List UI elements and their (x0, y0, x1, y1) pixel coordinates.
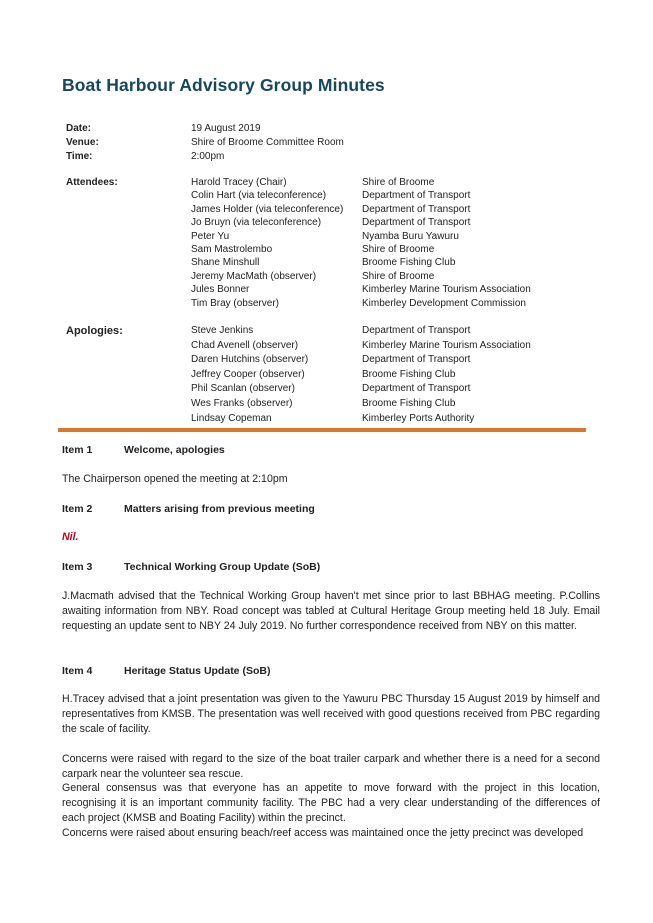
item-title: Welcome, apologies (124, 444, 225, 456)
item-title: Technical Working Group Update (SoB) (124, 561, 321, 573)
apology-name: Steve Jenkins (191, 325, 254, 336)
attendee-name: Shane Minshull (191, 257, 260, 269)
attendee-name: Peter Yu (191, 230, 230, 242)
date-row (66, 122, 344, 136)
attendee-name: Harold Tracey (Chair) (191, 177, 287, 188)
apology-name: Phil Scanlan (observer) (191, 383, 295, 395)
item-number: Item 2 (62, 503, 93, 515)
item-4-body-p1: H.Tracey advised that a joint presentation was given to the Yawuru PBC Thursday 15 August 2019 by himself and representatives from KMSB. The presentation was well received with good questions received from PBC regarding the scale of facility. (62, 693, 600, 736)
apology-name: Wes Franks (observer) (191, 397, 293, 409)
venue-row (66, 136, 344, 150)
item-4-body-p3: General consensus was that everyone has an appetite to move forward with the project in this location, recognising it is an important community facility. The PBC had a very clear understanding of the differences of each project (KMSB and Boating Facility) within the precinct. (62, 782, 600, 825)
apology-org: Department of Transport (362, 325, 471, 336)
attendee-row (66, 216, 562, 229)
item-1-heading (62, 444, 225, 456)
attendee-org: Department of Transport (362, 203, 471, 215)
attendee-row (66, 256, 562, 269)
apology-row (66, 353, 562, 368)
item-title: Matters arising from previous meeting (124, 503, 315, 515)
attendee-org: Kimberley Development Commission (362, 297, 526, 309)
item-number: Item 4 (62, 665, 93, 677)
apology-row (66, 397, 562, 412)
apology-org: Broome Fishing Club (362, 397, 456, 409)
attendee-row (66, 230, 562, 243)
item-3-body: J.Macmath advised that the Technical Working Group haven't met since prior to last BBHAG meeting. P.Collins awaiting information from NBY. Road concept was tabled at Cultural Heritage Group meeting held 18 July. Email requesting an update sent to NBY 24 July 2019. No further correspondence received from NBY on this matter. (62, 590, 600, 633)
attendee-name: Jules Bonner (191, 284, 250, 296)
attendees-label: Attendees: (66, 177, 118, 188)
apology-name: Lindsay Copeman (191, 412, 272, 424)
attendee-name: Jeremy MacMath (observer) (191, 270, 317, 282)
venue-value: Shire of Broome Committee Room (191, 137, 344, 148)
meeting-details (66, 122, 344, 164)
attendee-org: Shire of Broome (362, 270, 435, 282)
apology-row (66, 368, 562, 383)
attendees-list (66, 176, 562, 310)
attendee-row (66, 243, 562, 256)
attendee-org: Department of Transport (362, 217, 471, 229)
attendee-org: Shire of Broome (362, 243, 435, 255)
item-2-body: Nil. (62, 531, 79, 543)
item-number: Item 1 (62, 444, 93, 456)
attendee-row (66, 283, 562, 296)
attendee-name: Tim Bray (observer) (191, 297, 279, 309)
attendee-name: Sam Mastrolembo (191, 243, 273, 255)
section-divider (58, 428, 586, 432)
apology-org: Department of Transport (362, 383, 471, 395)
attendee-name: Jo Bruyn (via teleconference) (191, 217, 322, 229)
attendee-name: Colin Hart (via teleconference) (191, 190, 327, 202)
attendee-name: James Holder (via teleconference) (191, 203, 344, 215)
item-4-heading (62, 665, 270, 677)
attendee-row (66, 203, 562, 216)
apology-org: Kimberley Ports Authority (362, 412, 475, 424)
time-label: Time: (66, 151, 93, 162)
attendee-row (66, 176, 562, 189)
item-4-body-p4: Concerns were raised about ensuring beach/reef access was maintained once the jetty precinct was developed (62, 827, 584, 839)
attendee-org: Nyamba Buru Yawuru (362, 230, 459, 242)
item-number: Item 3 (62, 561, 93, 573)
date-value: 19 August 2019 (191, 123, 261, 134)
item-2-heading (62, 503, 315, 515)
attendee-row (66, 270, 562, 283)
time-value: 2:00pm (191, 151, 225, 162)
attendee-org: Kimberley Marine Tourism Association (362, 284, 531, 296)
apology-name: Chad Avenell (observer) (191, 339, 299, 351)
attendee-org: Broome Fishing Club (362, 257, 456, 269)
apology-org: Kimberley Marine Tourism Association (362, 339, 531, 351)
item-1-body: The Chairperson opened the meeting at 2:10pm (62, 473, 288, 485)
apologies-list (66, 324, 562, 426)
apology-org: Department of Transport (362, 354, 471, 366)
document-title: Boat Harbour Advisory Group Minutes (62, 75, 385, 95)
apologies-label: Apologies: (66, 325, 123, 337)
item-4-body-p2: Concerns were raised with regard to the size of the boat trailer carpark and whether there is a need for a second carpark near the volunteer sea rescue. (62, 753, 600, 781)
apology-name: Daren Hutchins (observer) (191, 354, 309, 366)
apology-org: Broome Fishing Club (362, 368, 456, 380)
date-label: Date: (66, 123, 92, 134)
apology-row (66, 339, 562, 354)
attendee-org: Shire of Broome (362, 177, 435, 188)
venue-label: Venue: (66, 137, 99, 148)
item-title: Heritage Status Update (SoB) (124, 665, 271, 677)
apology-row (66, 382, 562, 397)
attendee-org: Department of Transport (362, 190, 471, 202)
apology-row (66, 412, 562, 427)
attendee-row (66, 189, 562, 202)
attendee-row (66, 297, 562, 310)
time-row (66, 150, 344, 164)
item-3-heading (62, 561, 320, 573)
apology-name: Jeffrey Cooper (observer) (191, 368, 305, 380)
apology-row (66, 324, 562, 339)
